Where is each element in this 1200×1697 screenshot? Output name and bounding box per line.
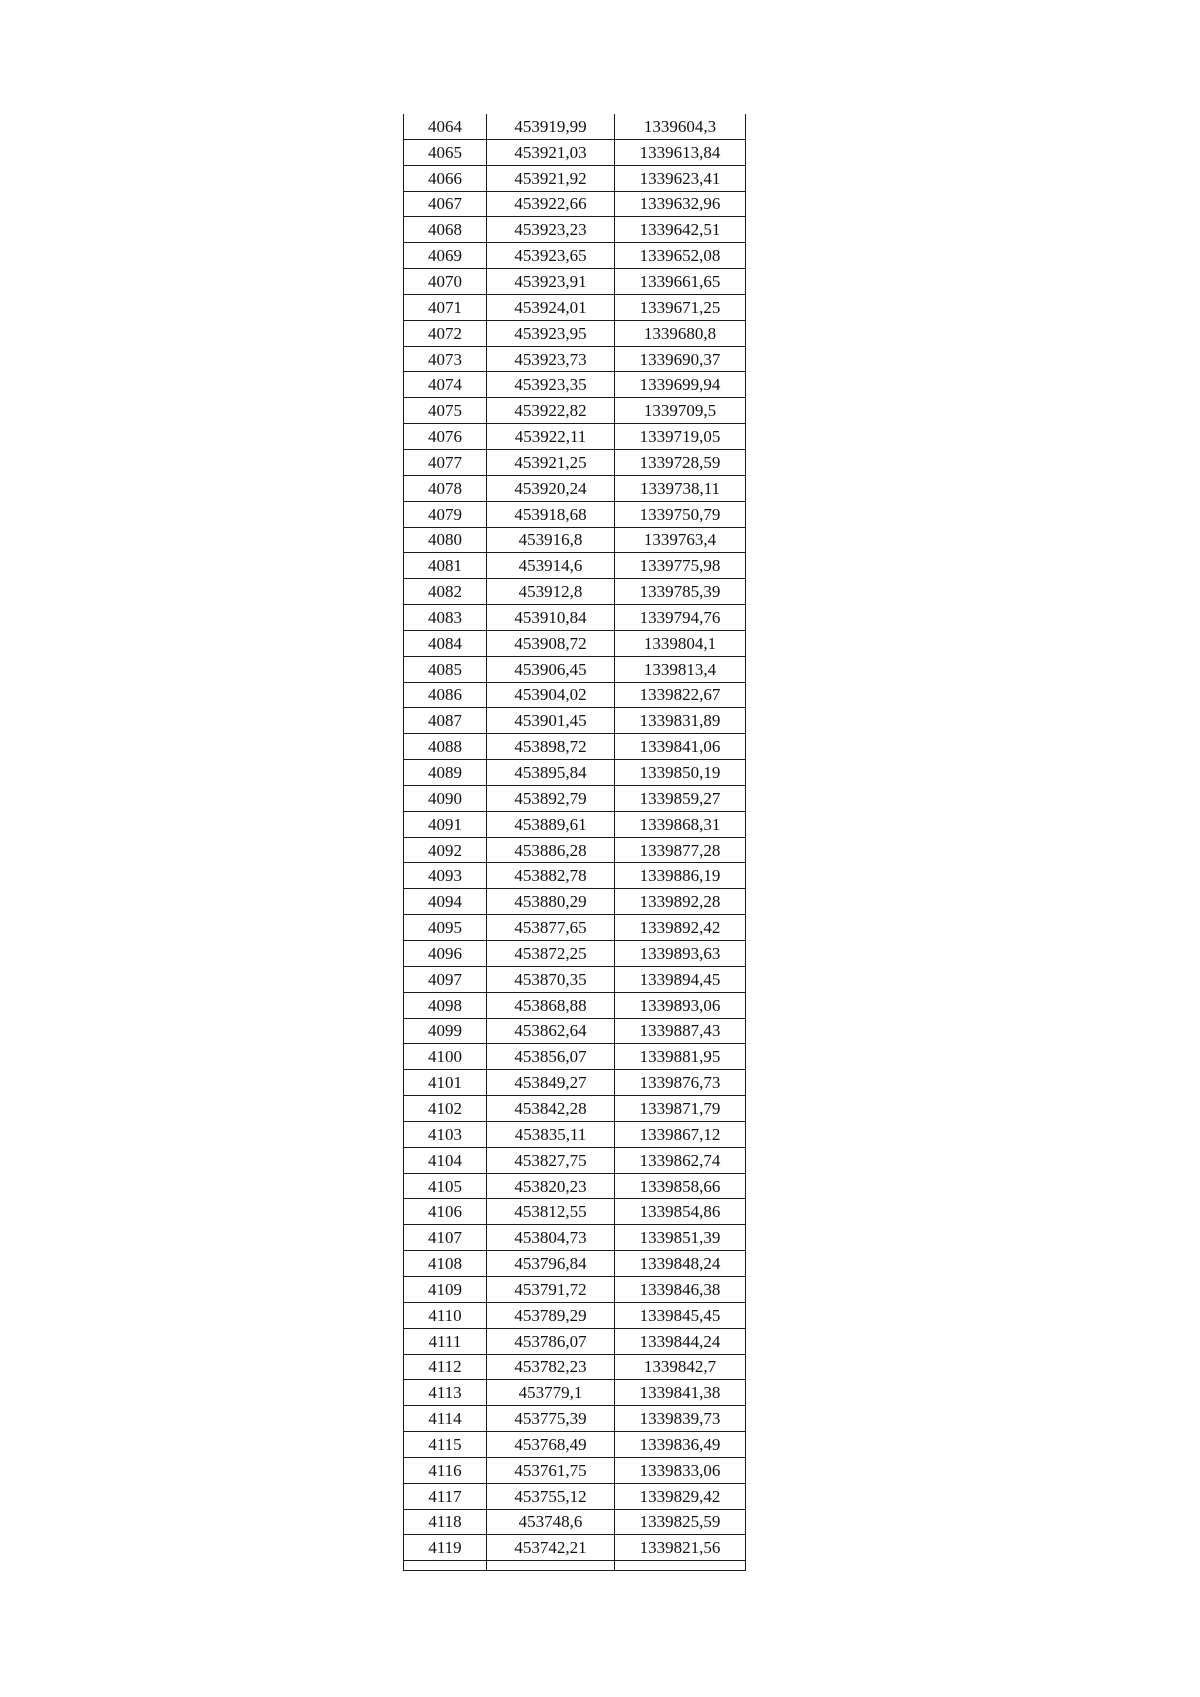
table-row: [404, 1354, 746, 1380]
x-coordinate-cell: 453923,95: [487, 320, 615, 346]
y-coordinate-cell: 1339690,37: [615, 346, 746, 372]
y-coordinate-cell: 1339862,74: [615, 1147, 746, 1173]
x-coordinate-cell: 453921,92: [487, 165, 615, 191]
table-row: [404, 863, 746, 889]
x-coordinate-cell: 453862,64: [487, 1018, 615, 1044]
point-number-cell: 4082: [404, 579, 487, 605]
x-coordinate-cell: 453923,65: [487, 243, 615, 269]
y-coordinate-cell: 1339881,95: [615, 1044, 746, 1070]
y-coordinate-cell: 1339821,56: [615, 1535, 746, 1561]
y-coordinate-cell: 1339868,31: [615, 811, 746, 837]
point-number-cell: 4102: [404, 1096, 487, 1122]
y-coordinate-cell: 1339813,4: [615, 656, 746, 682]
y-coordinate-cell: 1339775,98: [615, 553, 746, 579]
table-row: [404, 785, 746, 811]
point-number-cell: 4075: [404, 398, 487, 424]
table-row: [404, 501, 746, 527]
x-coordinate-cell: 453886,28: [487, 837, 615, 863]
y-coordinate-cell: 1339846,38: [615, 1276, 746, 1302]
y-coordinate-cell: 1339623,41: [615, 165, 746, 191]
table-row: [404, 139, 746, 165]
point-number-cell: 4086: [404, 682, 487, 708]
x-coordinate-cell: 453922,11: [487, 424, 615, 450]
point-number-cell: 4065: [404, 139, 487, 165]
point-number-cell: 4109: [404, 1276, 487, 1302]
x-coordinate-cell: 453820,23: [487, 1173, 615, 1199]
table-row: [404, 630, 746, 656]
x-coordinate-cell: 453882,78: [487, 863, 615, 889]
x-coordinate-cell: 453835,11: [487, 1121, 615, 1147]
y-coordinate-cell: 1339719,05: [615, 424, 746, 450]
point-number-cell: 4118: [404, 1509, 487, 1535]
point-number-cell: 4078: [404, 475, 487, 501]
x-coordinate-cell: 453914,6: [487, 553, 615, 579]
point-number-cell: 4106: [404, 1199, 487, 1225]
y-coordinate-cell: 1339652,08: [615, 243, 746, 269]
table-row: [404, 114, 746, 139]
table-row: [404, 1483, 746, 1509]
y-coordinate-cell: 1339894,45: [615, 966, 746, 992]
table-row: [404, 1147, 746, 1173]
empty-cell: [615, 1561, 746, 1571]
table-row: [404, 1302, 746, 1328]
x-coordinate-cell: 453923,91: [487, 269, 615, 295]
table-row: [404, 1225, 746, 1251]
point-number-cell: 4107: [404, 1225, 487, 1251]
point-number-cell: 4099: [404, 1018, 487, 1044]
y-coordinate-cell: 1339699,94: [615, 372, 746, 398]
y-coordinate-cell: 1339642,51: [615, 217, 746, 243]
x-coordinate-cell: 453921,25: [487, 449, 615, 475]
point-number-cell: 4116: [404, 1457, 487, 1483]
table-row: [404, 1276, 746, 1302]
y-coordinate-cell: 1339867,12: [615, 1121, 746, 1147]
table-row: [404, 165, 746, 191]
x-coordinate-cell: 453919,99: [487, 114, 615, 139]
table-row: [404, 579, 746, 605]
x-coordinate-cell: 453842,28: [487, 1096, 615, 1122]
y-coordinate-cell: 1339763,4: [615, 527, 746, 553]
table-row: [404, 1173, 746, 1199]
table-row: [404, 1509, 746, 1535]
table-row: [404, 527, 746, 553]
table-row: [404, 320, 746, 346]
y-coordinate-cell: 1339893,63: [615, 941, 746, 967]
empty-table-row: [404, 1561, 746, 1571]
y-coordinate-cell: 1339850,19: [615, 760, 746, 786]
coordinates-table-body: [404, 114, 746, 1571]
y-coordinate-cell: 1339841,06: [615, 734, 746, 760]
table-row: [404, 1328, 746, 1354]
point-number-cell: 4101: [404, 1070, 487, 1096]
y-coordinate-cell: 1339839,73: [615, 1406, 746, 1432]
table-row: [404, 372, 746, 398]
table-row: [404, 424, 746, 450]
point-number-cell: 4067: [404, 191, 487, 217]
y-coordinate-cell: 1339709,5: [615, 398, 746, 424]
point-number-cell: 4096: [404, 941, 487, 967]
x-coordinate-cell: 453910,84: [487, 605, 615, 631]
y-coordinate-cell: 1339833,06: [615, 1457, 746, 1483]
x-coordinate-cell: 453924,01: [487, 294, 615, 320]
x-coordinate-cell: 453922,66: [487, 191, 615, 217]
x-coordinate-cell: 453912,8: [487, 579, 615, 605]
point-number-cell: 4105: [404, 1173, 487, 1199]
x-coordinate-cell: 453849,27: [487, 1070, 615, 1096]
table-row: [404, 346, 746, 372]
table-row: [404, 1018, 746, 1044]
point-number-cell: 4074: [404, 372, 487, 398]
point-number-cell: 4112: [404, 1354, 487, 1380]
x-coordinate-cell: 453827,75: [487, 1147, 615, 1173]
x-coordinate-cell: 453804,73: [487, 1225, 615, 1251]
table-row: [404, 294, 746, 320]
point-number-cell: 4070: [404, 269, 487, 295]
table-row: [404, 475, 746, 501]
table-row: [404, 217, 746, 243]
table-row: [404, 941, 746, 967]
coordinates-table: [403, 114, 746, 1571]
table-row: [404, 992, 746, 1018]
point-number-cell: 4097: [404, 966, 487, 992]
y-coordinate-cell: 1339825,59: [615, 1509, 746, 1535]
x-coordinate-cell: 453775,39: [487, 1406, 615, 1432]
y-coordinate-cell: 1339738,11: [615, 475, 746, 501]
point-number-cell: 4113: [404, 1380, 487, 1406]
x-coordinate-cell: 453918,68: [487, 501, 615, 527]
table-row: [404, 837, 746, 863]
y-coordinate-cell: 1339851,39: [615, 1225, 746, 1251]
point-number-cell: 4104: [404, 1147, 487, 1173]
point-number-cell: 4087: [404, 708, 487, 734]
y-coordinate-cell: 1339877,28: [615, 837, 746, 863]
table-row: [404, 1457, 746, 1483]
point-number-cell: 4098: [404, 992, 487, 1018]
point-number-cell: 4071: [404, 294, 487, 320]
table-row: [404, 915, 746, 941]
point-number-cell: 4100: [404, 1044, 487, 1070]
point-number-cell: 4114: [404, 1406, 487, 1432]
table-row: [404, 553, 746, 579]
x-coordinate-cell: 453889,61: [487, 811, 615, 837]
x-coordinate-cell: 453761,75: [487, 1457, 615, 1483]
x-coordinate-cell: 453856,07: [487, 1044, 615, 1070]
x-coordinate-cell: 453791,72: [487, 1276, 615, 1302]
x-coordinate-cell: 453768,49: [487, 1432, 615, 1458]
y-coordinate-cell: 1339854,86: [615, 1199, 746, 1225]
table-row: [404, 1044, 746, 1070]
point-number-cell: 4115: [404, 1432, 487, 1458]
y-coordinate-cell: 1339728,59: [615, 449, 746, 475]
point-number-cell: 4094: [404, 889, 487, 915]
point-number-cell: 4108: [404, 1251, 487, 1277]
point-number-cell: 4103: [404, 1121, 487, 1147]
table-row: [404, 269, 746, 295]
table-row: [404, 656, 746, 682]
point-number-cell: 4085: [404, 656, 487, 682]
y-coordinate-cell: 1339831,89: [615, 708, 746, 734]
point-number-cell: 4117: [404, 1483, 487, 1509]
y-coordinate-cell: 1339892,42: [615, 915, 746, 941]
y-coordinate-cell: 1339876,73: [615, 1070, 746, 1096]
x-coordinate-cell: 453880,29: [487, 889, 615, 915]
y-coordinate-cell: 1339794,76: [615, 605, 746, 631]
x-coordinate-cell: 453779,1: [487, 1380, 615, 1406]
x-coordinate-cell: 453868,88: [487, 992, 615, 1018]
x-coordinate-cell: 453920,24: [487, 475, 615, 501]
table-row: [404, 243, 746, 269]
x-coordinate-cell: 453906,45: [487, 656, 615, 682]
table-row: [404, 760, 746, 786]
empty-cell: [487, 1561, 615, 1571]
table-row: [404, 734, 746, 760]
point-number-cell: 4091: [404, 811, 487, 837]
y-coordinate-cell: 1339661,65: [615, 269, 746, 295]
table-row: [404, 1251, 746, 1277]
point-number-cell: 4069: [404, 243, 487, 269]
x-coordinate-cell: 453908,72: [487, 630, 615, 656]
table-row: [404, 966, 746, 992]
point-number-cell: 4084: [404, 630, 487, 656]
y-coordinate-cell: 1339892,28: [615, 889, 746, 915]
point-number-cell: 4072: [404, 320, 487, 346]
y-coordinate-cell: 1339804,1: [615, 630, 746, 656]
y-coordinate-cell: 1339632,96: [615, 191, 746, 217]
point-number-cell: 4095: [404, 915, 487, 941]
x-coordinate-cell: 453892,79: [487, 785, 615, 811]
point-number-cell: 4111: [404, 1328, 487, 1354]
point-number-cell: 4093: [404, 863, 487, 889]
table-row: [404, 708, 746, 734]
y-coordinate-cell: 1339785,39: [615, 579, 746, 605]
x-coordinate-cell: 453789,29: [487, 1302, 615, 1328]
coordinates-table-container: [403, 114, 745, 1571]
x-coordinate-cell: 453923,35: [487, 372, 615, 398]
y-coordinate-cell: 1339858,66: [615, 1173, 746, 1199]
point-number-cell: 4110: [404, 1302, 487, 1328]
point-number-cell: 4077: [404, 449, 487, 475]
x-coordinate-cell: 453921,03: [487, 139, 615, 165]
y-coordinate-cell: 1339613,84: [615, 139, 746, 165]
table-row: [404, 398, 746, 424]
point-number-cell: 4119: [404, 1535, 487, 1561]
point-number-cell: 4090: [404, 785, 487, 811]
table-row: [404, 1096, 746, 1122]
y-coordinate-cell: 1339844,24: [615, 1328, 746, 1354]
point-number-cell: 4064: [404, 114, 487, 139]
table-row: [404, 811, 746, 837]
table-row: [404, 1070, 746, 1096]
y-coordinate-cell: 1339887,43: [615, 1018, 746, 1044]
y-coordinate-cell: 1339829,42: [615, 1483, 746, 1509]
table-row: [404, 605, 746, 631]
table-row: [404, 1535, 746, 1561]
x-coordinate-cell: 453895,84: [487, 760, 615, 786]
x-coordinate-cell: 453782,23: [487, 1354, 615, 1380]
point-number-cell: 4079: [404, 501, 487, 527]
x-coordinate-cell: 453877,65: [487, 915, 615, 941]
x-coordinate-cell: 453872,25: [487, 941, 615, 967]
y-coordinate-cell: 1339893,06: [615, 992, 746, 1018]
x-coordinate-cell: 453786,07: [487, 1328, 615, 1354]
table-row: [404, 1121, 746, 1147]
point-number-cell: 4066: [404, 165, 487, 191]
point-number-cell: 4081: [404, 553, 487, 579]
y-coordinate-cell: 1339859,27: [615, 785, 746, 811]
table-row: [404, 682, 746, 708]
point-number-cell: 4076: [404, 424, 487, 450]
y-coordinate-cell: 1339841,38: [615, 1380, 746, 1406]
table-row: [404, 1380, 746, 1406]
y-coordinate-cell: 1339680,8: [615, 320, 746, 346]
x-coordinate-cell: 453755,12: [487, 1483, 615, 1509]
x-coordinate-cell: 453796,84: [487, 1251, 615, 1277]
y-coordinate-cell: 1339848,24: [615, 1251, 746, 1277]
y-coordinate-cell: 1339671,25: [615, 294, 746, 320]
x-coordinate-cell: 453923,23: [487, 217, 615, 243]
x-coordinate-cell: 453742,21: [487, 1535, 615, 1561]
y-coordinate-cell: 1339836,49: [615, 1432, 746, 1458]
point-number-cell: 4068: [404, 217, 487, 243]
point-number-cell: 4080: [404, 527, 487, 553]
point-number-cell: 4083: [404, 605, 487, 631]
x-coordinate-cell: 453812,55: [487, 1199, 615, 1225]
table-row: [404, 1432, 746, 1458]
y-coordinate-cell: 1339604,3: [615, 114, 746, 139]
x-coordinate-cell: 453922,82: [487, 398, 615, 424]
y-coordinate-cell: 1339871,79: [615, 1096, 746, 1122]
y-coordinate-cell: 1339886,19: [615, 863, 746, 889]
x-coordinate-cell: 453901,45: [487, 708, 615, 734]
point-number-cell: 4089: [404, 760, 487, 786]
table-row: [404, 1199, 746, 1225]
table-row: [404, 191, 746, 217]
point-number-cell: 4088: [404, 734, 487, 760]
y-coordinate-cell: 1339750,79: [615, 501, 746, 527]
table-row: [404, 1406, 746, 1432]
y-coordinate-cell: 1339845,45: [615, 1302, 746, 1328]
x-coordinate-cell: 453870,35: [487, 966, 615, 992]
x-coordinate-cell: 453916,8: [487, 527, 615, 553]
x-coordinate-cell: 453923,73: [487, 346, 615, 372]
table-row: [404, 449, 746, 475]
table-row: [404, 889, 746, 915]
point-number-cell: 4092: [404, 837, 487, 863]
x-coordinate-cell: 453898,72: [487, 734, 615, 760]
y-coordinate-cell: 1339822,67: [615, 682, 746, 708]
x-coordinate-cell: 453904,02: [487, 682, 615, 708]
y-coordinate-cell: 1339842,7: [615, 1354, 746, 1380]
x-coordinate-cell: 453748,6: [487, 1509, 615, 1535]
point-number-cell: 4073: [404, 346, 487, 372]
empty-cell: [404, 1561, 487, 1571]
